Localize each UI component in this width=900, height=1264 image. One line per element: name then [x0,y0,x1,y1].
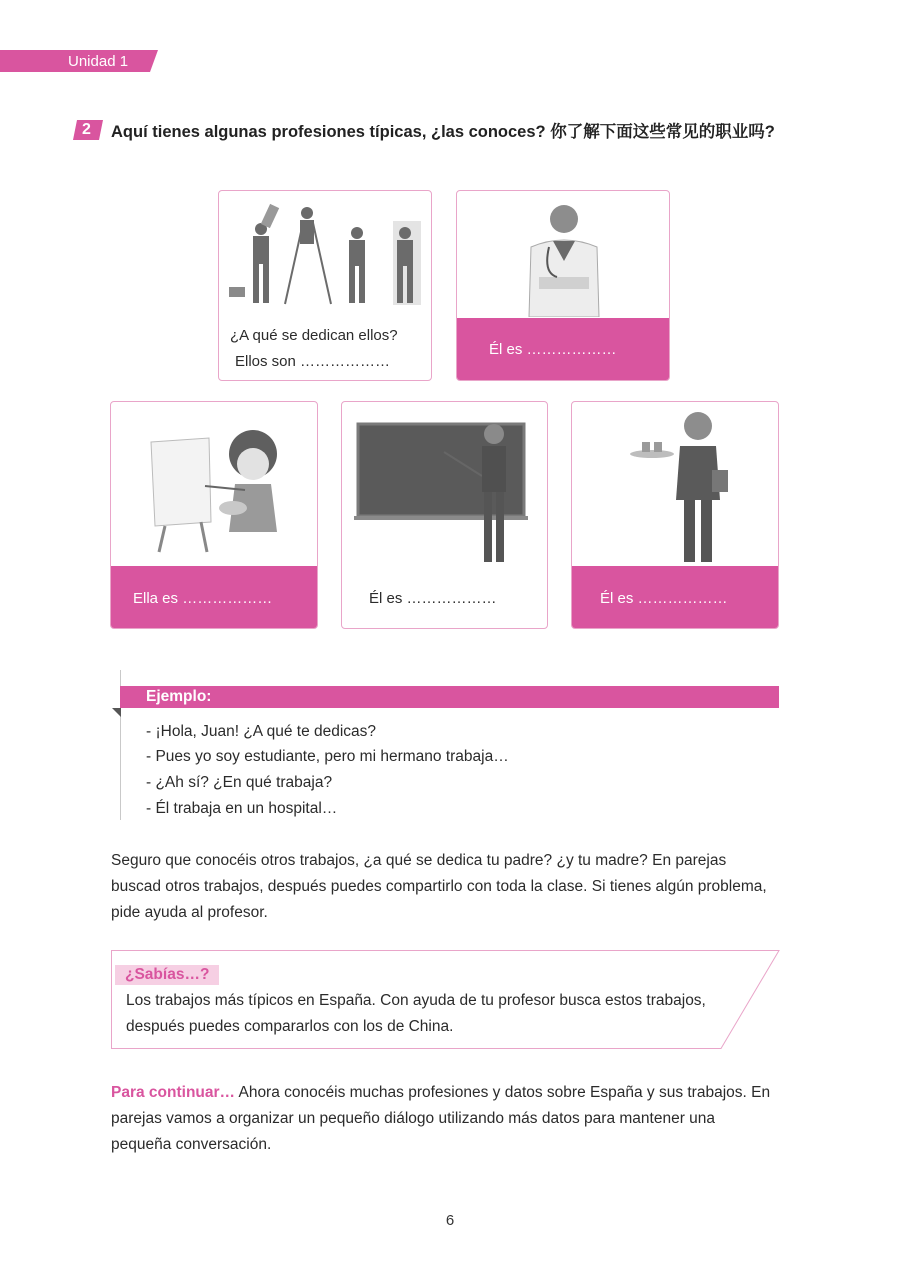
dialog-line: - ¿Ah sí? ¿En qué trabaja? [146,774,333,791]
card-caption: Él es ……………… [369,590,497,607]
doctor-illustration [509,197,619,317]
card-waiter [571,401,779,629]
dialog-line: - Pues yo soy estudiante, pero mi hermano trabaja… [146,748,509,765]
unit-label: Unidad 1 [68,53,129,70]
card-caption: Ella es ……………… [133,590,273,607]
ejemplo-label: Ejemplo: [146,688,212,705]
instruction-paragraph: Seguro que conocéis otros trabajos, ¿a qué se dedica tu padre? ¿y tu madre? En parejas buscad otros trabajos, después puedes compartirlo con toda la clase. Si tienes algún problema, pide ayuda al profesor. [111,852,767,921]
para-continuar-paragraph [111,1080,779,1158]
dialog-line: - ¡Hola, Juan! ¿A qué te dedicas? [146,723,377,740]
exercise-title: Aquí tienes algunas profesiones típicas, ¿las conoces? 你了解下面这些常见的职业吗? [111,123,775,141]
girl-painter-illustration [145,412,295,562]
card-teacher [341,401,548,629]
card-answer-blank: Ellos son ……………… [235,353,391,370]
dialog-line: - Él trabaja en un hospital… [146,800,338,817]
card-painters [218,190,432,381]
card-girl-painter [110,401,318,629]
exercise-number-badge [73,120,103,140]
exercise-number: 2 [82,121,91,138]
teacher-illustration [354,412,534,564]
ejemplo-header [120,686,779,708]
painters-illustration [225,199,425,309]
card-question: ¿A qué se dedican ellos? [230,327,398,344]
sabias-label: ¿Sabías…? [115,965,219,985]
page-number: 6 [445,1212,455,1229]
ejemplo-fold [112,708,121,717]
card-doctor [456,190,670,381]
para-continuar-label: Para continuar… [111,1084,236,1101]
waiter-illustration [628,404,758,564]
card-caption: Él es ……………… [489,341,617,358]
unit-tab [0,50,158,72]
sabias-text: Los trabajos más típicos en España. Con ayuda de tu profesor busca estos trabajos, después puedes compararlos con los de China. [126,992,706,1035]
card-caption: Él es ……………… [600,590,728,607]
para-continuar-text: Ahora conocéis muchas profesiones y datos sobre España y sus trabajos. En parejas vamos a organizar un pequeño diálogo utilizando más datos para mantener una pequeña conversación. [111,1084,771,1153]
